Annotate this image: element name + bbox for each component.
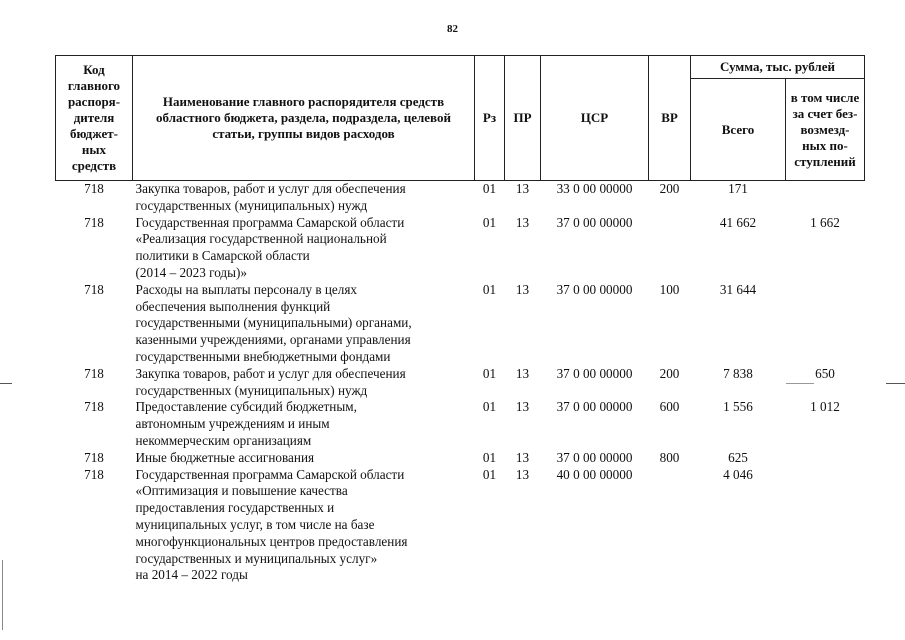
table-row	[56, 215, 865, 282]
row-csr: 37 0 00 00000	[556, 449, 633, 465]
row-csr: 37 0 00 00000	[556, 214, 633, 230]
row-total: 171	[728, 181, 748, 196]
table-row	[56, 366, 865, 400]
row-rz: 01	[482, 365, 497, 381]
row-vr: 200	[659, 365, 680, 381]
budget-table	[55, 55, 865, 584]
header-code	[56, 56, 133, 181]
row-free	[786, 467, 865, 585]
header-code-line: распоря-	[67, 94, 121, 109]
row-vr: 800	[659, 449, 680, 465]
left-edge-mark	[2, 560, 3, 630]
table-row	[56, 450, 865, 467]
row-rz: 01	[482, 181, 497, 196]
row-code: 718	[84, 399, 104, 415]
row-vr	[649, 467, 691, 585]
header-total: Всего	[691, 79, 786, 181]
row-rz: 01	[482, 449, 497, 465]
row-total: 41 662	[719, 214, 757, 230]
header-name: Наименование главного распорядителя средств областного бюджета, раздела, подраздела, целевой статьи, группы видов расходов	[133, 56, 475, 181]
header-free-line: ных по-	[802, 137, 848, 153]
header-csr: ЦСР	[541, 56, 649, 181]
table-body	[56, 181, 865, 585]
row-pr: 13	[515, 181, 530, 196]
header-code-line: главного	[67, 78, 121, 93]
row-rz: 01	[482, 281, 497, 297]
row-name: Закупка товаров, работ и услуг для обеспечения государственных (муниципальных) нужд	[135, 365, 406, 398]
row-pr: 13	[515, 449, 530, 465]
row-rz: 01	[482, 214, 497, 230]
header-rz: Рз	[475, 56, 505, 181]
row-free: 1 012	[810, 399, 840, 415]
header-free-line: ступлений	[794, 153, 856, 169]
header-code-line: дителя	[73, 110, 115, 125]
row-free: 650	[815, 365, 835, 381]
row-csr: 33 0 00 00000	[556, 181, 633, 196]
row-csr: 37 0 00 00000	[556, 281, 633, 297]
header-free	[786, 79, 865, 181]
row-total: 625	[728, 449, 748, 465]
row-csr: 37 0 00 00000	[556, 365, 633, 381]
row-code: 718	[84, 281, 104, 297]
header-free-line: за счет без-	[792, 105, 858, 121]
header-free-line: в том числе	[790, 89, 860, 105]
page-number: 82	[447, 23, 458, 35]
row-vr	[649, 215, 691, 282]
table-header	[56, 56, 865, 181]
row-csr: 40 0 00 00000	[556, 466, 633, 482]
row-free	[786, 282, 865, 366]
row-total: 4 046	[723, 466, 753, 482]
row-name: Закупка товаров, работ и услуг для обеспечения государственных (муниципальных) нужд	[135, 181, 406, 213]
row-pr: 13	[515, 466, 530, 482]
row-free: 1 662	[810, 214, 840, 230]
margin-dash-left	[0, 383, 12, 384]
row-vr: 600	[659, 399, 680, 415]
header-free-line: возмезд-	[800, 121, 850, 137]
row-pr: 13	[515, 281, 530, 297]
header-sum-group: Сумма, тыс. рублей	[691, 56, 865, 79]
row-total: 31 644	[719, 281, 757, 297]
row-vr: 200	[659, 181, 680, 196]
row-name: Государственная программа Самарской области «Оптимизация и повышение качества предоставления государственных и муниципальных услуг, в том числе на базе многофункциональных центров предоставления государственных и муниципальных услуг» на 2014 – 2022 годы	[135, 466, 408, 583]
row-code: 718	[84, 365, 104, 381]
row-free	[786, 450, 865, 467]
table-row	[56, 399, 865, 449]
row-code: 718	[84, 466, 104, 482]
row-name: Предоставление субсидий бюджетным, автономным учреждениям и иным некоммерческим организациям	[135, 399, 357, 448]
row-vr: 100	[659, 281, 680, 297]
header-code-line: средств	[71, 158, 117, 173]
header-code-line: Код	[83, 62, 105, 77]
row-total: 7 838	[723, 365, 753, 381]
row-code: 718	[84, 449, 104, 465]
header-code-line: бюджет-	[69, 126, 118, 141]
row-name: Расходы на выплаты персоналу в целях обеспечения выполнения функций государственными (муниципальными) органами, казенными учреждениями, органами управления государственными внебюджетными фондами	[135, 281, 412, 364]
header-code-line: ных	[81, 142, 107, 157]
table-row	[56, 467, 865, 585]
row-pr: 13	[515, 365, 530, 381]
row-free	[786, 181, 865, 215]
header-pr: ПР	[505, 56, 541, 181]
row-rz: 01	[482, 399, 497, 415]
table-row	[56, 181, 865, 215]
table-row	[56, 282, 865, 366]
row-pr: 13	[515, 214, 530, 230]
row-rz: 01	[482, 466, 497, 482]
margin-dash-mid	[786, 383, 814, 384]
row-code: 718	[84, 181, 104, 196]
row-name: Иные бюджетные ассигнования	[135, 449, 315, 465]
row-csr: 37 0 00 00000	[556, 399, 633, 415]
row-code: 718	[84, 214, 104, 230]
header-vr: ВР	[649, 56, 691, 181]
row-name: Государственная программа Самарской области «Реализация государственной национальной политики в Самарской области (2014 – 2023 годы)»	[135, 214, 405, 280]
row-pr: 13	[515, 399, 530, 415]
margin-dash-right	[886, 383, 905, 384]
row-total: 1 556	[723, 399, 753, 415]
